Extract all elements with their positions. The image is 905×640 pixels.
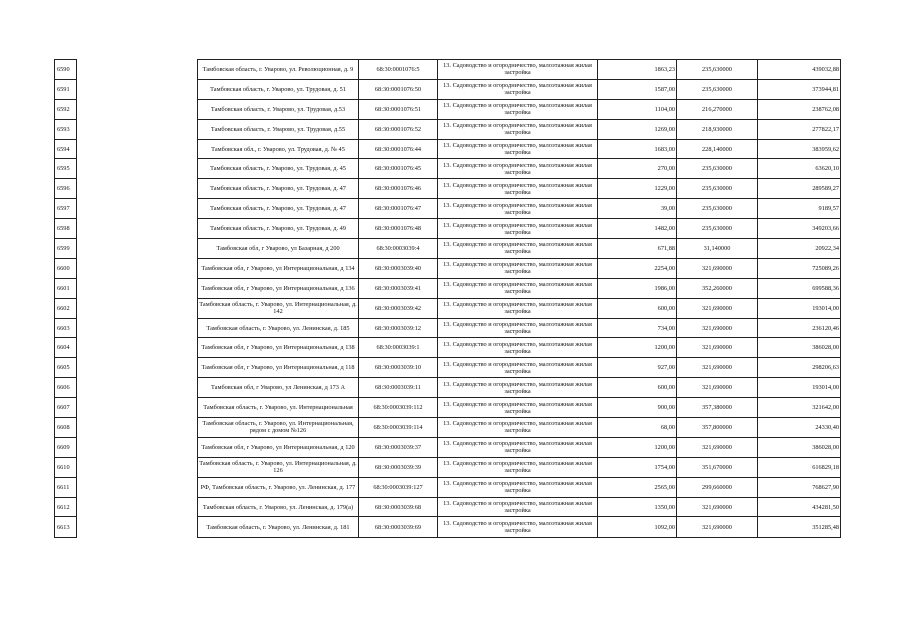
row-number-cell: 6611 [55,477,77,497]
cadastral-number-cell: 68:30:0003039:37 [359,437,438,457]
row-number-column [54,59,77,538]
row-number-row [55,358,77,378]
row-number-row [55,477,77,497]
cadastral-number-cell: 68:30:0003039:40 [359,258,438,278]
specific-value-cell: 321,690000 [677,318,758,338]
address-cell: Тамбовская область, г. Уварово, ул. Интернациональная [198,398,359,418]
row-number-cell: 6594 [55,139,77,159]
area-cell: 1863,23 [598,60,677,80]
cadastral-cost-cell: 9189,57 [758,199,841,219]
row-number-row [55,119,77,139]
cadastral-cost-cell: 193014,00 [758,298,841,318]
table-row [198,179,841,199]
table-row [198,457,841,477]
specific-value-cell: 321,690000 [677,437,758,457]
permitted-use-cell: 13. Садоводство и огородничество, малоэтажная жилая застройка [438,239,598,259]
cadastral-number-cell: 68:30:0003039:1 [359,338,438,358]
address-cell: Тамбовская область, г. Уварово, ул. Трудовая, д.55 [198,119,359,139]
row-number-cell: 6603 [55,318,77,338]
row-number-row [55,497,77,517]
cadastral-number-cell: 68:30:0001076:44 [359,139,438,159]
row-number-cell: 6598 [55,219,77,239]
specific-value-cell: 216,270000 [677,99,758,119]
row-number-cell: 6599 [55,239,77,259]
cadastral-cost-cell: 386028,00 [758,437,841,457]
address-cell: РФ, Тамбовская область, г. Уварово, ул. Ленинская, д. 177 [198,477,359,497]
address-cell: Тамбовская область, г. Уварово, ул. Интернациональная, рядом с домом №126 [198,418,359,438]
area-cell: 600,00 [598,298,677,318]
permitted-use-cell: 13. Садоводство и огородничество, малоэтажная жилая застройка [438,457,598,477]
row-number-row [55,139,77,159]
address-cell: Тамбовская обл., г. Уварово, ул. Трудовая, д. № 45 [198,139,359,159]
address-cell: Тамбовская обл, г Уварово, ул Интернациональная, д 120 [198,437,359,457]
row-number-cell: 6608 [55,418,77,438]
cadastral-number-cell: 68:30:0001076:51 [359,99,438,119]
row-number-row [55,378,77,398]
specific-value-cell: 235,630000 [677,60,758,80]
specific-value-cell: 235,630000 [677,179,758,199]
address-cell: Тамбовская обл, г Уварово, ул Базарная, д 200 [198,239,359,259]
row-number-row [55,60,77,80]
area-cell: 734,00 [598,318,677,338]
cadastral-cost-cell: 616829,18 [758,457,841,477]
row-number-cell: 6606 [55,378,77,398]
area-cell: 1482,00 [598,219,677,239]
cadastral-cost-cell: 351285,48 [758,517,841,538]
cadastral-number-cell: 68:30:0001076:46 [359,179,438,199]
cadastral-cost-cell: 383959,62 [758,139,841,159]
address-cell: Тамбовская область, г. Уварово, ул. Интернациональная, д. 126 [198,457,359,477]
table-row [198,199,841,219]
cadastral-number-cell: 68:30:0003039:39 [359,457,438,477]
area-cell: 1587,00 [598,79,677,99]
cadastral-number-cell: 68:30:0001076:5 [359,60,438,80]
permitted-use-cell: 13. Садоводство и огородничество, малоэтажная жилая застройка [438,298,598,318]
permitted-use-cell: 13. Садоводство и огородничество, малоэтажная жилая застройка [438,497,598,517]
table-row [198,79,841,99]
specific-value-cell: 235,630000 [677,79,758,99]
row-number-cell: 6595 [55,159,77,179]
specific-value-cell: 352,260000 [677,278,758,298]
row-number-cell: 6604 [55,338,77,358]
permitted-use-cell: 13. Садоводство и огородничество, малоэтажная жилая застройка [438,437,598,457]
specific-value-cell: 321,690000 [677,298,758,318]
permitted-use-cell: 13. Садоводство и огородничество, малоэтажная жилая застройка [438,278,598,298]
row-number-cell: 6610 [55,457,77,477]
cadastral-number-cell: 68:30:0003039:12 [359,318,438,338]
row-number-row [55,418,77,438]
row-number-cell: 6605 [55,358,77,378]
specific-value-cell: 235,630000 [677,219,758,239]
row-number-cell: 6601 [55,278,77,298]
table-row [198,258,841,278]
table-row [198,159,841,179]
cadastral-number-cell: 68:30:0003039:69 [359,517,438,538]
row-number-cell: 6597 [55,199,77,219]
permitted-use-cell: 13. Садоводство и огородничество, малоэтажная жилая застройка [438,318,598,338]
cadastral-number-cell: 68:30:0003039:41 [359,278,438,298]
area-cell: 927,00 [598,358,677,378]
permitted-use-cell: 13. Садоводство и огородничество, малоэтажная жилая застройка [438,418,598,438]
permitted-use-cell: 13. Садоводство и огородничество, малоэтажная жилая застройка [438,139,598,159]
cadastral-cost-cell: 321642,00 [758,398,841,418]
permitted-use-cell: 13. Садоводство и огородничество, малоэтажная жилая застройка [438,199,598,219]
cadastral-cost-cell: 277822,17 [758,119,841,139]
row-number-row [55,79,77,99]
row-number-row [55,298,77,318]
permitted-use-cell: 13. Садоводство и огородничество, малоэтажная жилая застройка [438,159,598,179]
row-number-row [55,278,77,298]
row-number-row [55,338,77,358]
row-number-cell: 6590 [55,60,77,80]
row-number-cell: 6596 [55,179,77,199]
cadastral-number-cell: 68:30:0003039:112 [359,398,438,418]
area-cell: 39,00 [598,199,677,219]
permitted-use-cell: 13. Садоводство и огородничество, малоэтажная жилая застройка [438,119,598,139]
row-number-body [55,60,77,538]
address-cell: Тамбовская область, г. Уварово, ул. Трудовая, д. 47 [198,199,359,219]
cadastral-number-cell: 68:30:0003039:127 [359,477,438,497]
row-number-cell: 6607 [55,398,77,418]
cadastral-number-cell: 68:30:0003039:114 [359,418,438,438]
specific-value-cell: 321,690000 [677,517,758,538]
cadastral-cost-cell: 63620,10 [758,159,841,179]
area-cell: 1350,00 [598,497,677,517]
address-cell: Тамбовская обл, г Уварово, ул Интернациональная, д 138 [198,338,359,358]
row-number-row [55,437,77,457]
specific-value-cell: 321,690000 [677,258,758,278]
address-cell: Тамбовская обл, г Уварово, ул Ленинская, д 173 А [198,378,359,398]
row-number-cell: 6612 [55,497,77,517]
area-cell: 2565,00 [598,477,677,497]
address-cell: Тамбовская обл, г Уварово, ул Интернациональная, д 118 [198,358,359,378]
permitted-use-cell: 13. Садоводство и огородничество, малоэтажная жилая застройка [438,219,598,239]
specific-value-cell: 321,690000 [677,358,758,378]
cadastral-number-cell: 68:30:0001076:52 [359,119,438,139]
permitted-use-cell: 13. Садоводство и огородничество, малоэтажная жилая застройка [438,358,598,378]
cadastral-number-cell: 68:30:0003039:42 [359,298,438,318]
address-cell: Тамбовская область, г. Уварово, ул. Трудовая, д.53 [198,99,359,119]
table-row [198,119,841,139]
row-number-cell: 6609 [55,437,77,457]
cadastral-cost-cell: 725089,26 [758,258,841,278]
area-cell: 600,00 [598,378,677,398]
address-cell: Тамбовская область, г. Уварово, ул. Трудовая, д. 45 [198,159,359,179]
cadastral-cost-cell: 768627,90 [758,477,841,497]
table-row [198,298,841,318]
area-cell: 671,88 [598,239,677,259]
specific-value-cell: 357,380000 [677,398,758,418]
row-number-row [55,318,77,338]
table-row [198,139,841,159]
specific-value-cell: 321,690000 [677,497,758,517]
cadastral-number-cell: 68:30:0001076:48 [359,219,438,239]
permitted-use-cell: 13. Садоводство и огородничество, малоэтажная жилая застройка [438,179,598,199]
address-cell: Тамбовская область, г. Уварово, ул. Трудовая, д. 51 [198,79,359,99]
row-number-cell: 6592 [55,99,77,119]
cadastral-number-cell: 68:30:0001076:50 [359,79,438,99]
permitted-use-cell: 13. Садоводство и огородничество, малоэтажная жилая застройка [438,338,598,358]
cadastral-cost-cell: 373944,81 [758,79,841,99]
specific-value-cell: 357,800000 [677,418,758,438]
cadastral-cost-cell: 24330,40 [758,418,841,438]
cadastral-cost-cell: 238762,08 [758,99,841,119]
specific-value-cell: 235,630000 [677,159,758,179]
table-row [198,219,841,239]
table-row [198,418,841,438]
permitted-use-cell: 13. Садоводство и огородничество, малоэтажная жилая застройка [438,378,598,398]
cadastral-cost-cell: 439032,88 [758,60,841,80]
area-cell: 900,00 [598,398,677,418]
cadastral-cost-cell: 236120,46 [758,318,841,338]
table-row [198,378,841,398]
cadastral-cost-cell: 298206,63 [758,358,841,378]
table-row [198,99,841,119]
area-cell: 1986,00 [598,278,677,298]
area-cell: 1200,00 [598,437,677,457]
cadastral-number-cell: 68:30:0001076:47 [359,199,438,219]
row-number-cell: 6600 [55,258,77,278]
row-number-row [55,398,77,418]
cadastral-cost-cell: 289589,27 [758,179,841,199]
specific-value-cell: 228,140000 [677,139,758,159]
cadastral-cost-cell: 20922,34 [758,239,841,259]
specific-value-cell: 321,690000 [677,378,758,398]
row-number-row [55,179,77,199]
area-cell: 1229,00 [598,179,677,199]
specific-value-cell: 299,660000 [677,477,758,497]
area-cell: 1269,00 [598,119,677,139]
specific-value-cell: 351,670000 [677,457,758,477]
permitted-use-cell: 13. Садоводство и огородничество, малоэтажная жилая застройка [438,60,598,80]
cadastral-number-cell: 68:30:0001076:45 [359,159,438,179]
cadastral-cost-cell: 193014,00 [758,378,841,398]
land-plots-table-body [198,60,841,538]
area-cell: 1200,00 [598,338,677,358]
cadastral-number-cell: 68:30:0003039:11 [359,378,438,398]
address-cell: Тамбовская область, г. Уварово, ул. Революционная, д. 9 [198,60,359,80]
area-cell: 1104,00 [598,99,677,119]
cadastral-number-cell: 68:30:0003039:68 [359,497,438,517]
area-cell: 270,00 [598,159,677,179]
permitted-use-cell: 13. Садоводство и огородничество, малоэтажная жилая застройка [438,398,598,418]
table-row [198,318,841,338]
address-cell: Тамбовская область, г. Уварово, ул. Ленинская, д. 181 [198,517,359,538]
row-number-row [55,199,77,219]
cadastral-number-cell: 68:30:0003039:10 [359,358,438,378]
row-number-row [55,239,77,259]
address-cell: Тамбовская область, г. Уварово, ул. Ленинская, д. 179(а) [198,497,359,517]
row-number-cell: 6593 [55,119,77,139]
row-number-cell: 6591 [55,79,77,99]
row-number-row [55,457,77,477]
specific-value-cell: 235,630000 [677,199,758,219]
address-cell: Тамбовская область, г. Уварово, ул. Ленинская, д. 185 [198,318,359,338]
address-cell: Тамбовская обл, г Уварово, ул Интернациональная, д 134 [198,258,359,278]
specific-value-cell: 321,690000 [677,338,758,358]
permitted-use-cell: 13. Садоводство и огородничество, малоэтажная жилая застройка [438,79,598,99]
table-row [198,398,841,418]
cadastral-cost-cell: 386028,00 [758,338,841,358]
area-cell: 2254,00 [598,258,677,278]
address-cell: Тамбовская область, г. Уварово, ул. Интернациональная, д. 142 [198,298,359,318]
permitted-use-cell: 13. Садоводство и огородничество, малоэтажная жилая застройка [438,517,598,538]
row-number-cell: 6602 [55,298,77,318]
permitted-use-cell: 13. Садоводство и огородничество, малоэтажная жилая застройка [438,258,598,278]
table-row [198,60,841,80]
table-row [198,497,841,517]
cadastral-number-cell: 68:30:0003039:4 [359,239,438,259]
specific-value-cell: 31,140000 [677,239,758,259]
row-number-row [55,219,77,239]
address-cell: Тамбовская область, г. Уварово, ул. Трудовая, д. 49 [198,219,359,239]
area-cell: 1754,00 [598,457,677,477]
row-number-row [55,258,77,278]
permitted-use-cell: 13. Садоводство и огородничество, малоэтажная жилая застройка [438,477,598,497]
land-plots-table [197,59,841,538]
table-row [198,477,841,497]
row-number-row [55,99,77,119]
table-row [198,437,841,457]
row-number-row [55,517,77,538]
table-row [198,338,841,358]
table-row [198,239,841,259]
cadastral-cost-cell: 349203,66 [758,219,841,239]
area-cell: 1092,00 [598,517,677,538]
row-number-row [55,159,77,179]
table-row [198,517,841,538]
area-cell: 1683,00 [598,139,677,159]
cadastral-cost-cell: 434281,50 [758,497,841,517]
table-row [198,278,841,298]
row-number-cell: 6613 [55,517,77,538]
address-cell: Тамбовская область, г. Уварово, ул. Трудовая, д. 47 [198,179,359,199]
permitted-use-cell: 13. Садоводство и огородничество, малоэтажная жилая застройка [438,99,598,119]
address-cell: Тамбовская обл, г Уварово, ул Интернациональная, д 136 [198,278,359,298]
cadastral-cost-cell: 699588,36 [758,278,841,298]
table-row [198,358,841,378]
area-cell: 68,00 [598,418,677,438]
specific-value-cell: 218,930000 [677,119,758,139]
